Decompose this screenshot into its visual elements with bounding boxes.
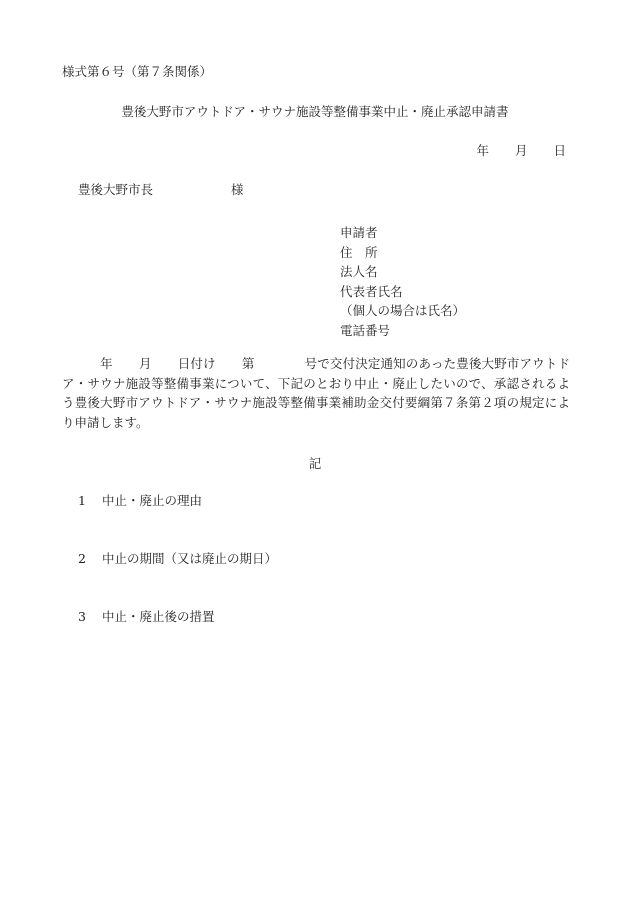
body-month: 月 — [138, 356, 152, 371]
addressee-honorific: 様 — [231, 182, 244, 197]
body-text: 号で交付決定通知のあった豊後大野市アウトドア・サウナ施設等整備事業について、下記のとおり中止・廃止したいので、承認されるよう豊後大野市アウトドア・サウナ施設等整備事業補助金交付要綱第７条第２項の規定により申請します。 — [62, 356, 570, 430]
document-title: 豊後大野市アウトドア・サウナ施設等整備事業中止・廃止承認申請書 — [121, 104, 509, 119]
list-item — [78, 611, 215, 624]
body-dated: 日付け — [177, 356, 216, 371]
date-month-label: 月 — [514, 143, 528, 158]
item-label: 中止・廃止の理由 — [102, 493, 203, 508]
item-number: 1 — [78, 493, 86, 508]
date-line — [476, 145, 566, 158]
form-number: 様式第６号（第７条関係） — [62, 64, 213, 79]
applicant-block — [340, 223, 465, 341]
applicant-individual-note: （個人の場合は氏名） — [340, 303, 466, 319]
applicant-address-label: 住 所 — [340, 244, 378, 260]
addressee-name: 豊後大野市長 — [78, 182, 154, 197]
list-item — [78, 553, 277, 566]
applicant-phone-label: 電話番号 — [340, 322, 391, 338]
body-paragraph — [62, 354, 570, 432]
list-item — [78, 495, 202, 508]
body-year: 年 — [100, 356, 113, 371]
item-number: 3 — [78, 609, 86, 624]
date-year-label: 年 — [476, 143, 489, 158]
item-label: 中止の期間（又は廃止の期日） — [102, 551, 278, 566]
addressee — [78, 184, 244, 197]
ki-heading: 記 — [308, 456, 322, 471]
applicant-representative-label: 代表者氏名 — [340, 283, 403, 299]
item-number: 2 — [78, 551, 86, 566]
item-label: 中止・廃止後の措置 — [102, 609, 215, 624]
applicant-corporation-label: 法人名 — [340, 264, 378, 280]
body-dai: 第 — [241, 356, 255, 371]
applicant-heading: 申請者 — [340, 225, 378, 240]
date-day-label: 日 — [553, 143, 566, 158]
